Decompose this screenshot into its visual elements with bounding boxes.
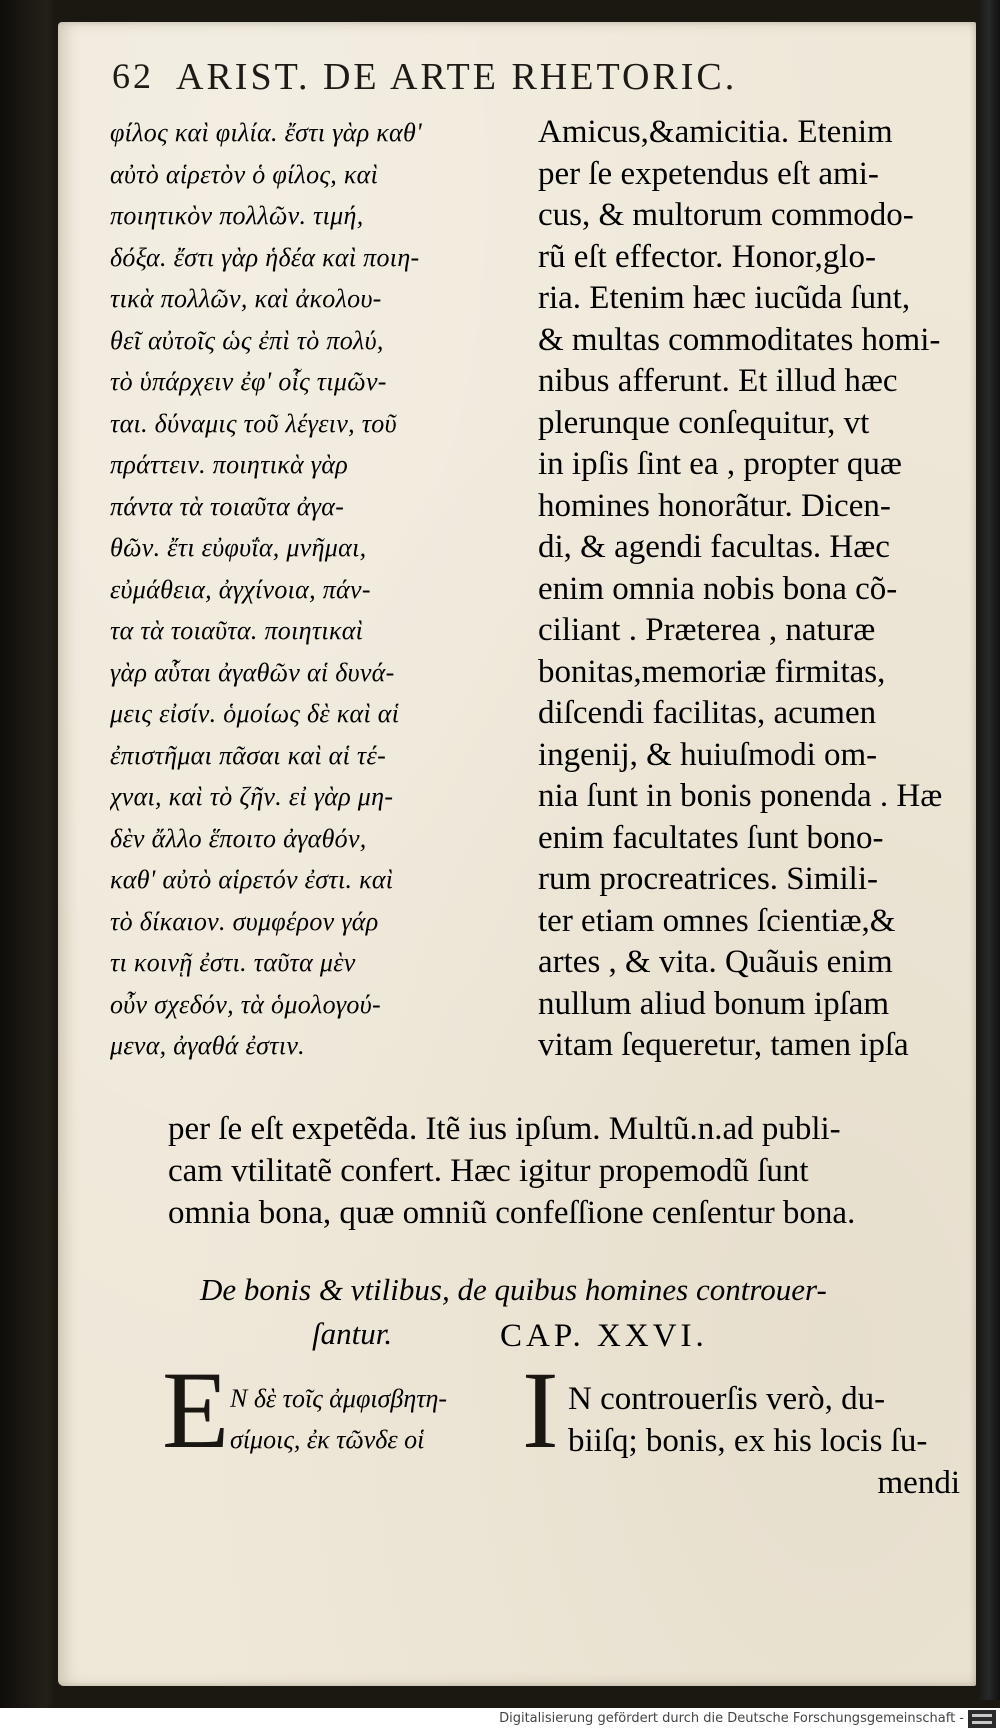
latin-line: biiſq; bonis, ex his locis ſu- bbox=[568, 1423, 928, 1459]
greek-line: ται. δύναμις τοῦ λέγειν, τοῦ bbox=[110, 408, 397, 438]
greek-line: φίλος καὶ φιλία. ἔστι γὰρ καθ' bbox=[110, 118, 422, 147]
chapter-heading bbox=[200, 1268, 940, 1356]
latin-line: N controuerſis verò, du- bbox=[568, 1381, 886, 1417]
greek-line: τα τὰ τοιαῦτα. ποιητικαὶ bbox=[110, 616, 364, 645]
latin-line: ria. Etenim hæc iucũda ſunt, bbox=[538, 280, 911, 316]
chapter-heading-line: De bonis & vtilibus, de quibus homines controuer- bbox=[200, 1272, 827, 1307]
full-width-line: per ſe eſt expetẽda. Itẽ ius ipſum. Multũ.n.ad publi- bbox=[168, 1111, 841, 1147]
greek-line: ἐπιστῆμαι πᾶσαι καὶ αἱ τέ- bbox=[110, 740, 387, 770]
latin-line: vitam ſequeretur, tamen ipſa bbox=[538, 1027, 909, 1063]
chapter-number: CAP. XXVI. bbox=[500, 1318, 708, 1354]
greek-line: εὐμάθεια, ἀγχίνοια, πάν- bbox=[110, 574, 371, 604]
latin-line: enim omnia nobis bona cõ- bbox=[538, 570, 898, 607]
latin-line: ter etiam omnes ſcientiæ,& bbox=[538, 902, 896, 939]
latin-line: in ipſis ſint ea , propter quæ bbox=[538, 446, 902, 482]
digitization-footer bbox=[0, 1708, 1000, 1732]
latin-dropcap: I bbox=[522, 1349, 559, 1471]
latin-line: & multas commoditates homi- bbox=[538, 321, 941, 358]
greek-line: πράττειν. ποιητικὰ γὰρ bbox=[110, 450, 349, 479]
chapter-heading-line: ſantur. bbox=[312, 1316, 393, 1351]
latin-line: nia ſunt in bonis ponenda . Hæ bbox=[538, 778, 943, 814]
latin-line: nullum aliud bonum ipſam bbox=[538, 985, 890, 1022]
latin-line: Amicus,&amicitia. Etenim bbox=[538, 114, 893, 150]
greek-dropcap: E bbox=[162, 1349, 230, 1471]
latin-line: enim facultates ſunt bono- bbox=[538, 819, 884, 856]
greek-line: μενα, ἀγαθά ἐστιν. bbox=[110, 1031, 305, 1060]
greek-line: δὲν ἄλλο ἕποιτο ἀγαθόν, bbox=[110, 823, 367, 853]
greek-line: ποιητικὸν πολλῶν. τιμή, bbox=[110, 201, 364, 230]
greek-line: αὐτὸ αἱρετὸν ὁ φίλος, καὶ bbox=[110, 159, 379, 189]
greek-column bbox=[110, 112, 525, 1067]
greek-line: χναι, καὶ τὸ ζῆν. εἰ γὰρ μη- bbox=[110, 782, 394, 811]
page-number: 62 bbox=[112, 56, 154, 96]
latin-line: per ſe expetendus eſt ami- bbox=[538, 155, 879, 192]
latin-line: rũ eſt effector. Honor,glo- bbox=[538, 238, 877, 275]
latin-column bbox=[538, 112, 970, 1067]
latin-line: diſcendi facilitas, acumen bbox=[538, 695, 877, 731]
greek-line: τικὰ πολλῶν, καὶ ἀκολου- bbox=[110, 284, 382, 313]
greek-line: θῶν. ἔτι εὐφυΐα, μνῆμαι, bbox=[110, 533, 367, 562]
greek-chapter-start bbox=[230, 1378, 520, 1460]
latin-line: mendi bbox=[877, 1465, 960, 1501]
greek-line: τὸ ὑπάρχειν ἐφ' οἷς τιμῶν- bbox=[110, 367, 387, 396]
latin-line: cus, & multorum commodo- bbox=[538, 197, 914, 233]
greek-line: γὰρ αὗται ἀγαθῶν αἱ δυνά- bbox=[110, 657, 395, 687]
greek-line: Ν δὲ τοῖς ἀμφισβητη- bbox=[230, 1384, 448, 1413]
latin-line: ingenij, & huiuſmodi om- bbox=[538, 736, 878, 773]
full-width-line: cam vtilitatẽ confert. Hæc igitur propemodũ ſunt bbox=[168, 1153, 809, 1189]
latin-line: bonitas,memoriæ firmitas, bbox=[538, 653, 886, 690]
running-title: ARIST. DE ARTE RHETORIC. bbox=[176, 56, 738, 98]
greek-line: σίμοις, ἐκ τῶνδε οἱ bbox=[230, 1425, 425, 1454]
greek-line: δόξα. ἔστι γὰρ ἡδέα καὶ ποιη- bbox=[110, 242, 420, 272]
latin-line: artes , & vita. Quãuis enim bbox=[538, 944, 893, 980]
greek-line: τὸ δίκαιον. συμφέρον γάρ bbox=[110, 906, 379, 936]
latin-line: di, & agendi facultas. Hæc bbox=[538, 529, 890, 565]
latin-line: rum procreatrices. Simili- bbox=[538, 861, 878, 897]
latin-line: plerunque conſequitur, vt bbox=[538, 404, 870, 441]
full-width-text bbox=[168, 1108, 968, 1234]
latin-line: ciliant . Præterea , naturæ bbox=[538, 612, 876, 648]
book-cover-edge bbox=[978, 0, 1000, 1700]
latin-line: nibus afferunt. Et illud hæc bbox=[538, 363, 898, 399]
greek-line: τι κοινῇ ἐστι. ταῦτα μὲν bbox=[110, 948, 356, 977]
latin-line: homines honorãtur. Dicen- bbox=[538, 487, 891, 524]
latin-chapter-start bbox=[568, 1378, 968, 1504]
greek-line: οὖν σχεδόν, τὰ ὁμολογού- bbox=[110, 989, 381, 1019]
greek-line: θεῖ αὐτοῖς ὡς ἐπὶ τὸ πολύ, bbox=[110, 325, 384, 355]
greek-line: καθ' αὐτὸ αἱρετόν ἐστι. καὶ bbox=[110, 865, 394, 894]
greek-line: μεις εἰσίν. ὁμοίως δὲ καὶ αἱ bbox=[110, 699, 400, 728]
dfg-logo-icon bbox=[968, 1710, 996, 1728]
full-width-line: omnia bona, quæ omniũ confeſſione cenſentur bona. bbox=[168, 1195, 856, 1231]
page-header bbox=[112, 55, 912, 101]
footer-credit: Digitalisierung gefördert durch die Deutsche Forschungsgemeinschaft - bbox=[499, 1711, 964, 1726]
greek-line: πάντα τὰ τοιαῦτα ἀγα- bbox=[110, 491, 345, 521]
